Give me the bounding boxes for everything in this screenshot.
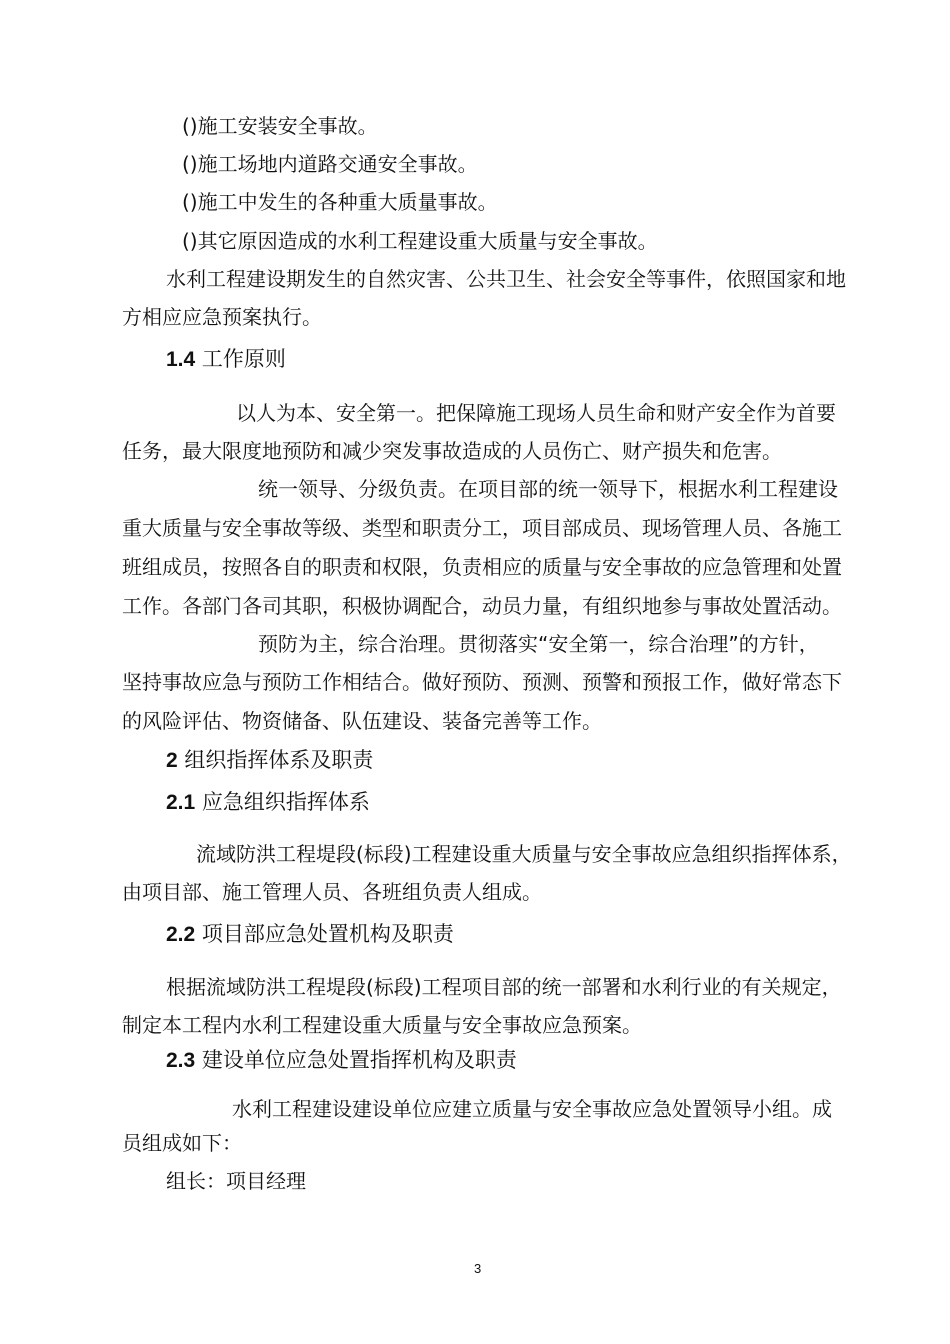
section-heading-2-1: [166, 789, 370, 816]
paragraph-line: 任务，最大限度地预防和减少突发事故造成的人员伤亡、财产损失和危害。: [122, 439, 782, 463]
paragraph-line: 组长：项目经理: [166, 1169, 306, 1193]
paragraph-line: 方相应应急预案执行。: [122, 305, 322, 329]
heading-number: 2.2: [166, 923, 196, 946]
heading-number: 2: [166, 749, 178, 772]
heading-number: 1.4: [166, 348, 196, 371]
paragraph-line: 由项目部、施工管理人员、各班组负责人组成。: [122, 880, 542, 904]
list-item: ()其它原因造成的水利工程建设重大质量与安全事故。: [182, 229, 658, 253]
paragraph-line: 制定本工程内水利工程建设重大质量与安全事故应急预案。: [122, 1013, 642, 1037]
paragraph-line: 的风险评估、物资储备、队伍建设、装备完善等工作。: [122, 709, 602, 733]
section-heading-2: [166, 747, 373, 774]
page-number: 3: [474, 1261, 482, 1276]
paragraph-line: 以人为本、安全第一。把保障施工现场人员生命和财产安全作为首要: [236, 401, 836, 425]
paragraph-line: 员组成如下：: [122, 1131, 242, 1155]
section-heading-2-2: [166, 921, 454, 948]
paragraph-line: 根据流域防洪工程堤段(标段)工程项目部的统一部署和水利行业的有关规定，: [166, 975, 842, 999]
list-item: ()施工安装安全事故。: [182, 114, 378, 138]
section-heading-1-4: [166, 346, 286, 373]
paragraph-line: 统一领导、分级负责。在项目部的统一领导下，根据水利工程建设: [258, 477, 838, 501]
paragraph-line: 流域防洪工程堤段(标段)工程建设重大质量与安全事故应急组织指挥体系，: [196, 842, 852, 866]
list-item: ()施工中发生的各种重大质量事故。: [182, 190, 498, 214]
heading-title: 工作原则: [201, 347, 286, 371]
paragraph-line: 工作。各部门各司其职，积极协调配合，动员力量，有组织地参与事故处置活动。: [122, 594, 842, 618]
section-heading-2-3: [166, 1047, 517, 1074]
paragraph-line: 班组成员，按照各自的职责和权限，负责相应的质量与安全事故的应急管理和处置: [122, 555, 842, 579]
heading-title: 组织指挥体系及职责: [184, 748, 374, 772]
heading-title: 项目部应急处置机构及职责: [201, 922, 454, 946]
paragraph-line: 预防为主，综合治理。贯彻落实“安全第一，综合治理”的方针，: [258, 632, 819, 656]
paragraph-line: 水利工程建设建设单位应建立质量与安全事故应急处置领导小组。成: [232, 1097, 832, 1121]
paragraph-line: 水利工程建设期发生的自然灾害、公共卫生、社会安全等事件，依照国家和地: [166, 267, 846, 291]
heading-number: 2.3: [166, 1049, 196, 1072]
paragraph-line: 重大质量与安全事故等级、类型和职责分工，项目部成员、现场管理人员、各施工: [122, 516, 842, 540]
heading-title: 应急组织指挥体系: [201, 790, 370, 814]
paragraph-line: 坚持事故应急与预防工作相结合。做好预防、预测、预警和预报工作，做好常态下: [122, 670, 842, 694]
heading-number: 2.1: [166, 791, 196, 814]
list-item: ()施工场地内道路交通安全事故。: [182, 152, 478, 176]
heading-title: 建设单位应急处置指挥机构及职责: [201, 1048, 517, 1072]
